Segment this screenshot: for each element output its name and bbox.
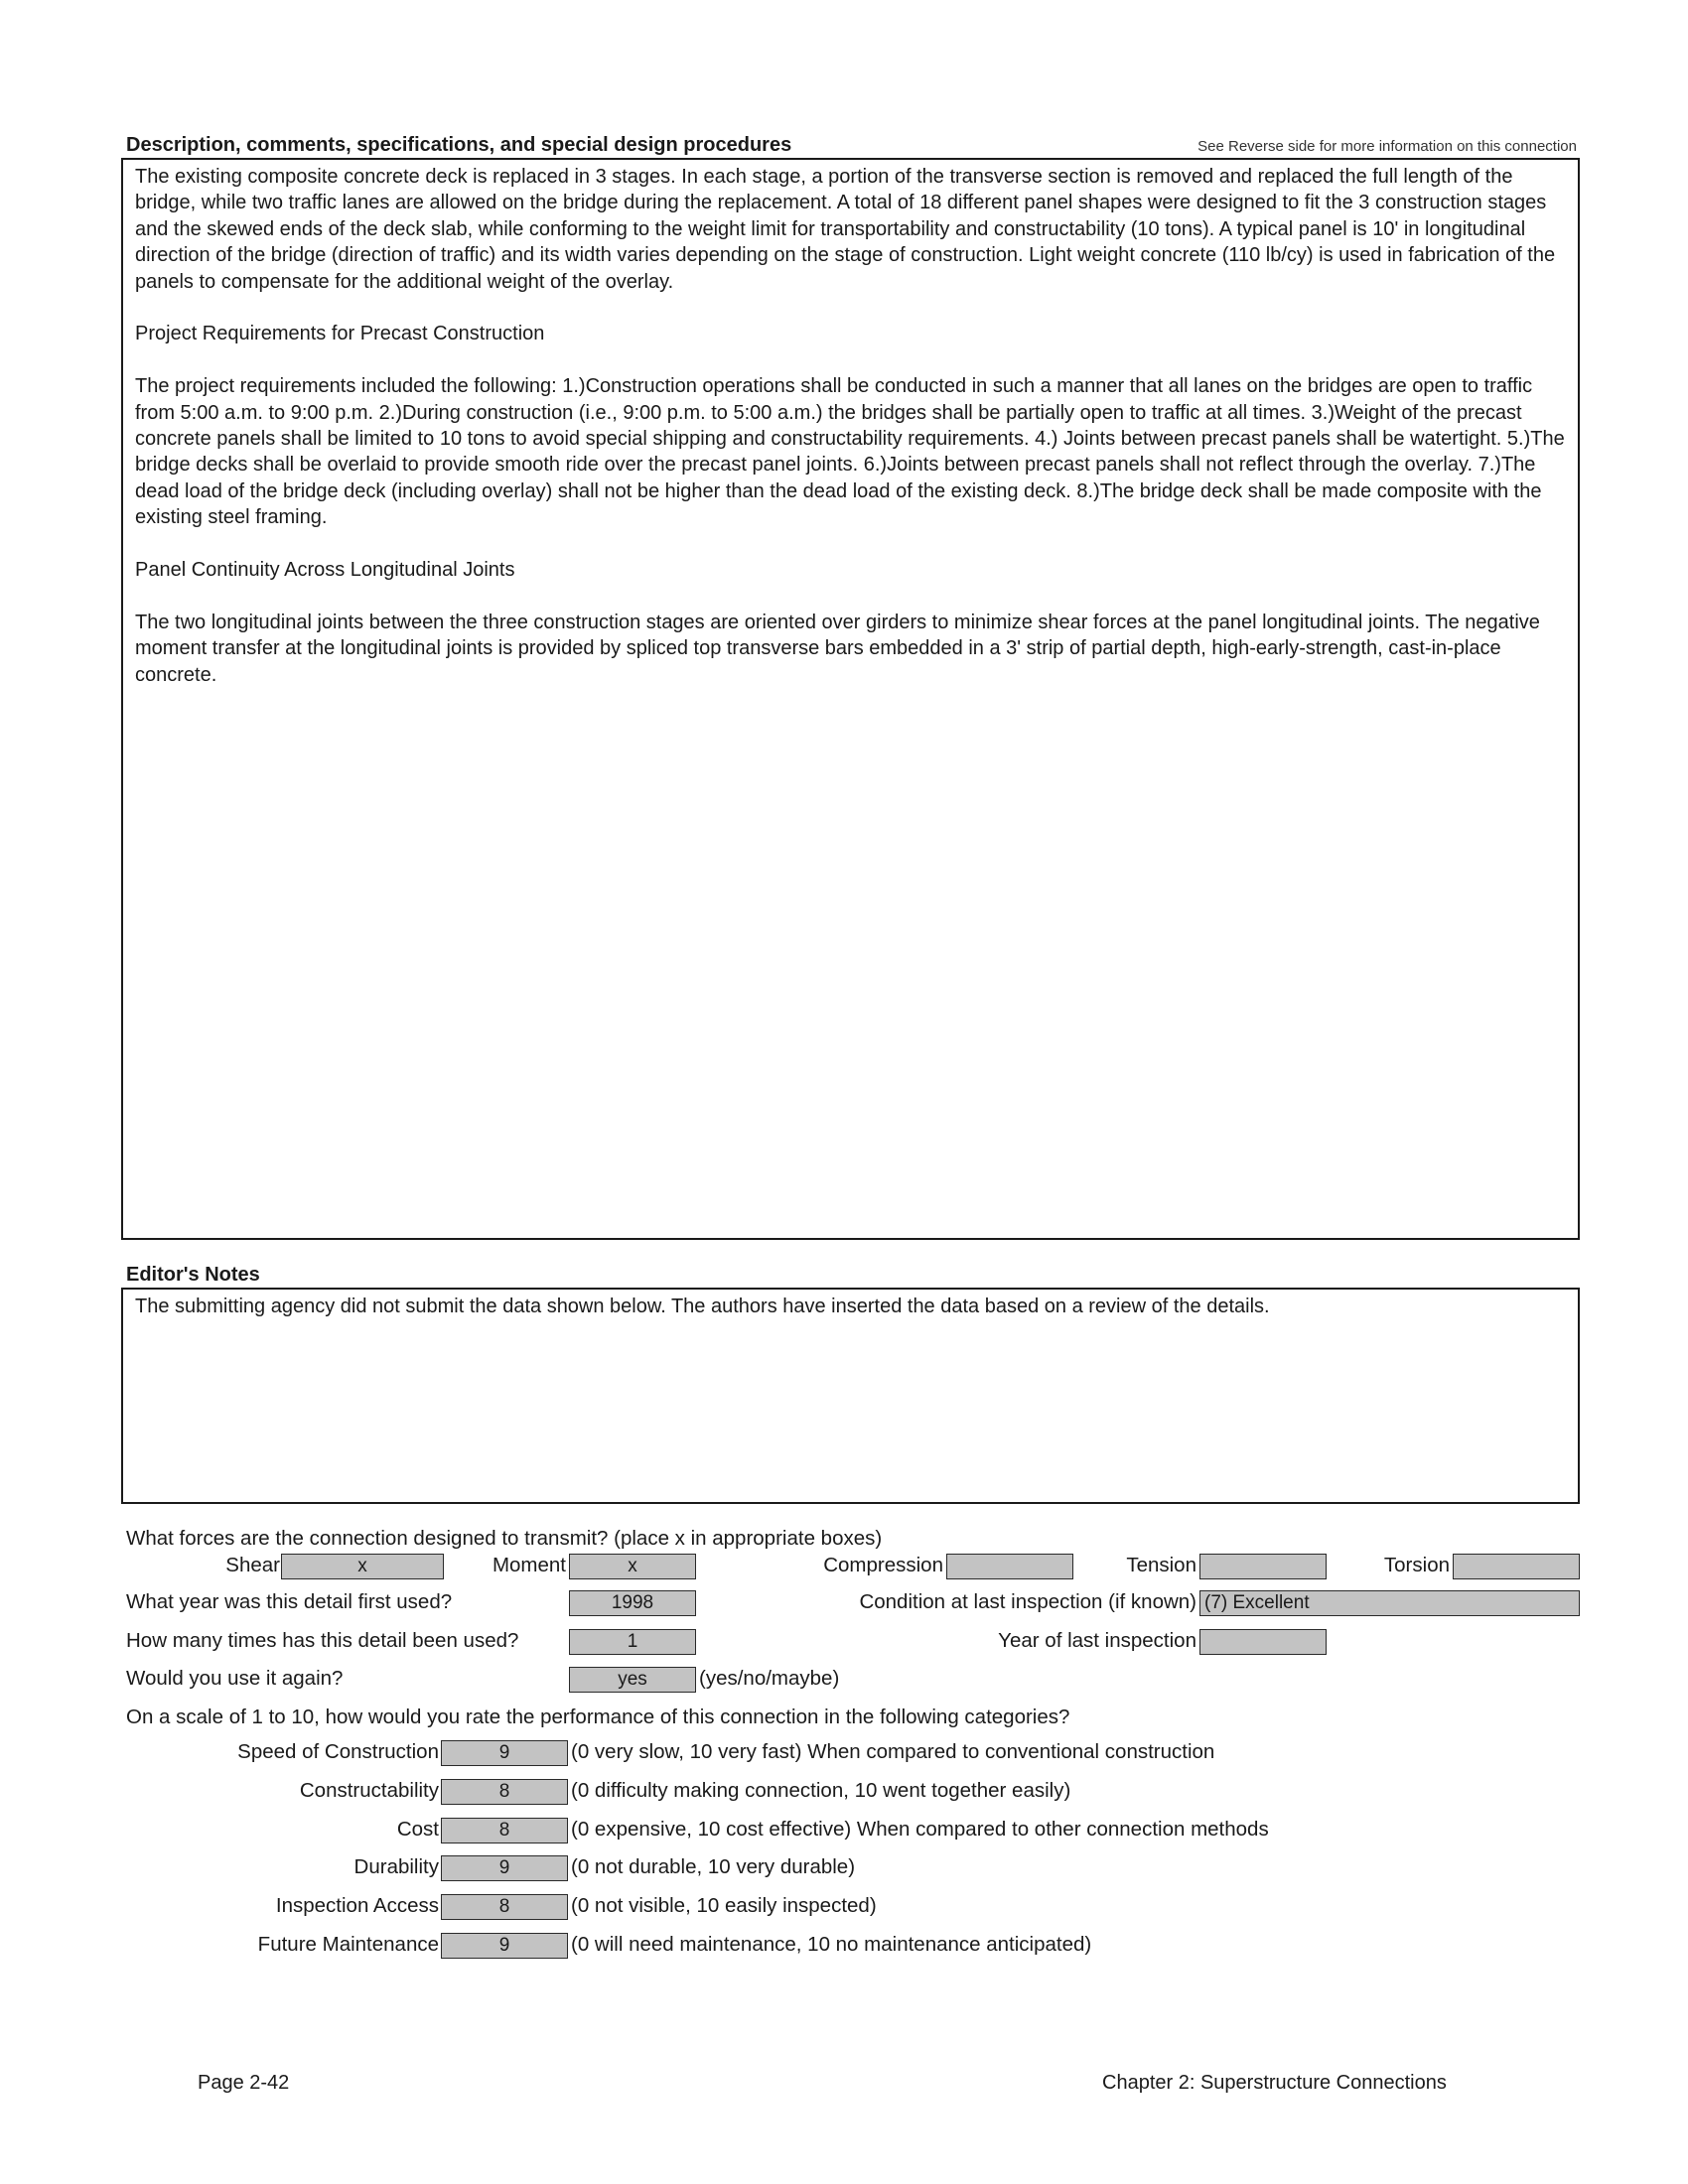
ratings-intro: On a scale of 1 to 10, how would you rate the performance of this connection in the following categories?	[126, 1706, 1070, 1728]
rating-label-durability: Durability	[353, 1855, 439, 1878]
times-used-field[interactable]: 1	[569, 1629, 696, 1655]
condition-field[interactable]: (7) Excellent	[1199, 1590, 1580, 1616]
rating-scale-speed: (0 very slow, 10 very fast) When compared to conventional construction	[571, 1740, 1215, 1763]
rating-label-future-maintenance: Future Maintenance	[257, 1933, 439, 1956]
rating-scale-durability: (0 not durable, 10 very durable)	[571, 1855, 856, 1878]
rating-field-inspection-access[interactable]: 8	[441, 1894, 568, 1920]
description-title: Description, comments, specifications, and special design procedures	[126, 134, 792, 156]
rating-scale-future-maintenance: (0 will need maintenance, 10 no maintenance anticipated)	[571, 1933, 1092, 1956]
torsion-label: Torsion	[1383, 1554, 1450, 1576]
rating-field-speed[interactable]: 9	[441, 1740, 568, 1766]
condition-label: Condition at last inspection (if known)	[859, 1590, 1196, 1613]
description-paragraph-intro: The existing composite concrete deck is replaced in 3 stages. In each stage, a portion of the transverse section is removed and replaced the full length of the bridge, while two traffic lanes are allowed on the bridge during the replacement. A total of 18 different panel shapes were designed to fit the 3 construction stages and the skewed ends of the deck slab, while conforming to the weight limit for transportability and constructability (10 tons). A typical panel is 10' in longitudinal direction of the bridge (direction of traffic) and its width varies depending on the stage of construction. Light weight concrete (110 lb/cy) is used in fabrication of the panels to compensate for the additional weight of the overlay.	[135, 166, 1556, 293]
tension-label: Tension	[1126, 1554, 1196, 1576]
rating-scale-cost: (0 expensive, 10 cost effective) When compared to other connection methods	[571, 1818, 1269, 1841]
reverse-side-note: See Reverse side for more information on this connection	[1197, 138, 1577, 155]
rating-field-durability[interactable]: 9	[441, 1855, 568, 1881]
editors-notes-title: Editor's Notes	[126, 1264, 260, 1286]
forces-question: What forces are the connection designed to transmit? (place x in appropriate boxes)	[126, 1527, 883, 1550]
shear-label: Shear	[225, 1554, 280, 1576]
rating-label-speed: Speed of Construction	[237, 1740, 439, 1763]
chapter-title: Chapter 2: Superstructure Connections	[1102, 2072, 1447, 2094]
moment-label: Moment	[492, 1554, 566, 1576]
last-inspection-field[interactable]	[1199, 1629, 1327, 1655]
moment-field[interactable]: x	[569, 1554, 696, 1579]
page-number: Page 2-42	[198, 2072, 290, 2094]
rating-label-inspection-access: Inspection Access	[275, 1894, 439, 1917]
editors-notes-box	[121, 1288, 1580, 1504]
rating-field-cost[interactable]: 8	[441, 1818, 568, 1843]
reuse-field[interactable]: yes	[569, 1667, 696, 1693]
reuse-question: Would you use it again?	[126, 1667, 344, 1690]
description-box	[121, 158, 1580, 1240]
editors-notes-text: The submitting agency did not submit the data shown below. The authors have inserted the data based on a review of the details.	[135, 1296, 1270, 1317]
year-first-used-field[interactable]: 1998	[569, 1590, 696, 1616]
description-heading-requirements: Project Requirements for Precast Construction	[135, 323, 545, 345]
year-first-used-question: What year was this detail first used?	[126, 1590, 453, 1613]
reuse-options: (yes/no/maybe)	[699, 1667, 840, 1690]
rating-scale-inspection-access: (0 not visible, 10 easily inspected)	[571, 1894, 877, 1917]
compression-label: Compression	[823, 1554, 943, 1576]
description-paragraph-continuity: The two longitudinal joints between the three construction stages are oriented over girders to minimize shear forces at the panel longitudinal joints. The negative moment transfer at the longitudinal joints is provided by spliced top transverse bars embedded in a 3' strip of partial depth, high-early-strength, cast-in-place concrete.	[135, 611, 1540, 686]
rating-scale-constructability: (0 difficulty making connection, 10 went together easily)	[571, 1779, 1071, 1802]
tension-field[interactable]	[1199, 1554, 1327, 1579]
shear-field[interactable]: x	[281, 1554, 444, 1579]
torsion-field[interactable]	[1453, 1554, 1580, 1579]
description-paragraph-requirements: The project requirements included the following: 1.)Construction operations shall be conducted in such a manner that all lanes on the bridges are open to traffic from 5:00 a.m. to 9:00 p.m. 2.)During construction (i.e., 9:00 p.m. to 5:00 a.m.) the bridges shall be partially open to traffic at all times. 3.)Weight of the precast concrete panels shall be limited to 10 tons to avoid special shipping and constructability requirements. 4.) Joints between precast panels shall be watertight. 5.)The bridge decks shall be overlaid to provide smooth ride over the precast panel joints. 6.)Joints between precast panels shall not reflect through the overlay. 7.)The dead load of the bridge deck (including overlay) shall not be higher than the dead load of the existing deck. 8.)The bridge deck shall be made composite with the existing steel framing.	[135, 375, 1565, 529]
rating-field-future-maintenance[interactable]: 9	[441, 1933, 568, 1959]
times-used-question: How many times has this detail been used?	[126, 1629, 519, 1652]
compression-field[interactable]	[946, 1554, 1073, 1579]
description-text	[123, 160, 1578, 688]
rating-field-constructability[interactable]: 8	[441, 1779, 568, 1805]
rating-label-cost: Cost	[396, 1818, 439, 1841]
rating-label-constructability: Constructability	[299, 1779, 439, 1802]
description-heading-continuity: Panel Continuity Across Longitudinal Joints	[135, 559, 515, 582]
last-inspection-label: Year of last inspection	[998, 1629, 1196, 1652]
